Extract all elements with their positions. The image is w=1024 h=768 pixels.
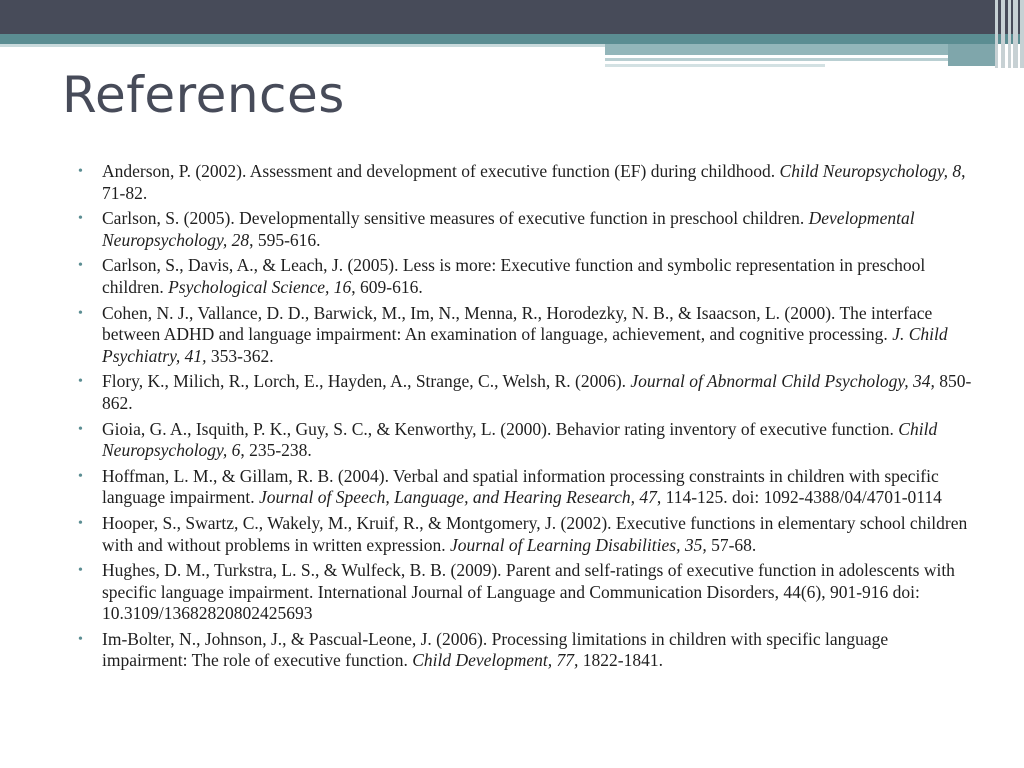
bullet-icon: • (78, 563, 83, 579)
reference-pages: 850-862. (102, 371, 972, 413)
reference-item (72, 629, 972, 672)
slide-title: References (62, 66, 345, 124)
reference-pages: , 595-616. (249, 229, 321, 250)
reference-item (72, 161, 972, 204)
reference-item (72, 560, 972, 625)
reference-pages: , 235-238. (240, 440, 312, 461)
reference-source: Developmental Neuropsychology, 28 (102, 208, 915, 250)
decorative-line (1020, 0, 1024, 68)
reference-pages: 57-68. (706, 534, 757, 555)
reference-source: Journal of Speech, Language, and Hearing Research, 47 (258, 487, 657, 508)
reference-pages: , 71-82. (102, 161, 966, 203)
reference-source: Journal of Abnormal Child Psychology, 34, (630, 371, 935, 392)
reference-text: Carlson, S., Davis, A., & Leach, J. (2005). Less is more: Executive function and symbolic representation in preschool children. (102, 255, 926, 297)
reference-source: J. Child Psychiatry, 41, (102, 324, 948, 366)
reference-item (72, 371, 972, 414)
decorative-line (1013, 0, 1018, 68)
reference-text: Hughes, D. M., Turkstra, L. S., & Wulfeck, B. B. (2009). Parent and self-ratings of executive function in adolescents with specific language impairment. International Journal of Language and Communication Disorders, 44(6), 901-916 doi: 10.3109/13682820802425693 (102, 560, 955, 624)
reference-list (72, 161, 972, 676)
decorative-bar (605, 44, 950, 55)
bullet-icon: • (78, 211, 83, 227)
reference-pages: , 114-125. doi: 1092-4388/04/4701-0114 (656, 487, 942, 508)
reference-text: Hooper, S., Swartz, C., Wakely, M., Kruif, R., & Montgomery, J. (2002). Executive functions in elementary school children with and without problems in written expression. (102, 512, 968, 555)
bullet-icon: • (78, 515, 83, 531)
reference-item (72, 466, 972, 509)
reference-source: Child Development, 77, (412, 650, 579, 671)
reference-pages: 353-362. (206, 345, 274, 366)
reference-item (72, 303, 972, 368)
bullet-icon: • (78, 258, 83, 274)
decorative-line (1008, 0, 1011, 68)
decorative-bar (605, 58, 950, 61)
bullet-icon: • (78, 631, 83, 647)
reference-item (72, 419, 972, 462)
reference-item (72, 255, 972, 298)
reference-source: Journal of Learning Disabilities, 35, (450, 534, 707, 555)
reference-text: Im-Bolter, N., Johnson, J., & Pascual-Leone, J. (2006). Processing limitations in children with specific language impairment: The role of executive function. (102, 628, 889, 671)
decorative-line (995, 0, 998, 68)
reference-pages: , 609-616. (351, 276, 423, 297)
reference-source: Child Neuropsychology, 6 (102, 418, 938, 461)
reference-item (72, 513, 972, 556)
header-band (0, 0, 1024, 34)
bullet-icon: • (78, 421, 83, 437)
decorative-bar (948, 44, 996, 66)
reference-text: Flory, K., Milich, R., Lorch, E., Hayden, A., Strange, C., Welsh, R. (2006). (102, 371, 631, 392)
reference-text: Cohen, N. J., Vallance, D. D., Barwick, M., Im, N., Menna, R., Horodezky, N. B., & Isaacson, L. (2000). The interface between ADHD and language impairment: An examination of language, achievement, and cognitive processing. (102, 302, 933, 345)
reference-source: Child Neuropsychology, 8 (779, 161, 962, 181)
reference-text: Carlson, S. (2005). Developmentally sensitive measures of executive function in preschool children. (102, 208, 809, 229)
decorative-bar (0, 44, 605, 47)
bullet-icon: • (78, 374, 83, 390)
decorative-bar (605, 64, 825, 67)
reference-text: Gioia, G. A., Isquith, P. K., Guy, S. C., & Kenworthy, L. (2000). Behavior rating inventory of executive function. (102, 418, 899, 439)
bullet-icon: • (78, 164, 83, 179)
reference-text: Anderson, P. (2002). Assessment and development of executive function (EF) during childhood. (102, 161, 780, 181)
reference-source: Psychological Science, 16 (168, 276, 352, 297)
reference-text: Hoffman, L. M., & Gillam, R. B. (2004). Verbal and spatial information processing constraints in children with specific language impairment. (102, 465, 939, 508)
reference-pages: 1822-1841. (578, 650, 663, 671)
accent-stripe (0, 34, 1024, 44)
bullet-icon: • (78, 468, 83, 484)
bullet-icon: • (78, 305, 83, 321)
decorative-line (1001, 0, 1005, 68)
reference-item (72, 208, 972, 251)
